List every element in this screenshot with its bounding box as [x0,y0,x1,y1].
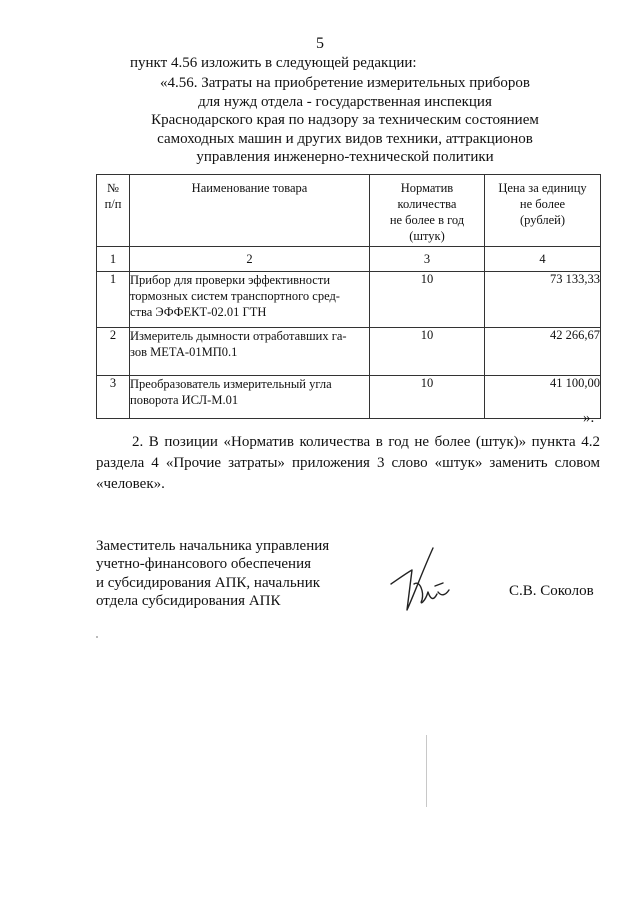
row-index: 1 [97,272,130,328]
column-number: 2 [130,247,370,272]
row-index: 2 [97,328,130,376]
row-price: 73 133,33 [485,272,601,328]
row-quantity: 10 [370,272,485,328]
heading-line: самоходных машин и других видов техники, аттракционов [157,130,533,147]
column-number: 1 [97,247,130,272]
signer-title [96,537,329,611]
header-unit-price: Цена за единицу не более (рублей) [485,175,601,247]
section-heading [150,74,540,167]
row-price: 42 266,67 [485,328,601,376]
row-quantity: 10 [370,328,485,376]
heading-line: Краснодарского края по надзору за техническим состоянием [151,112,539,129]
closing-quote: ». [583,410,595,426]
heading-line: для нужд отдела - государственная инспекция [198,93,492,110]
table-row [97,328,601,376]
header-quantity-norm: Норматив количества не более в год (штук) [370,175,485,247]
signer-name: С.В. Соколов [509,583,594,599]
handwritten-signature [385,540,455,620]
signer-title-line: и субсидирования АПК, начальник [96,574,321,591]
row-index: 3 [97,376,130,419]
page-number: 5 [316,35,324,52]
column-number: 3 [370,247,485,272]
signer-title-line: отдела субсидирования АПК [96,593,281,610]
intro-line: пункт 4.56 изложить в следующей редакции: [130,55,417,71]
scan-artifact-dot [96,636,98,638]
heading-line: управления инженерно-технической политики [196,149,494,166]
row-quantity: 10 [370,376,485,419]
row-product-name: Преобразователь измерительный угла поворота ИСЛ-М.01 [130,376,370,419]
column-number: 4 [485,247,601,272]
column-number-row [97,247,601,272]
header-index: № п/п [97,175,130,247]
equipment-table [96,174,601,419]
heading-line: «4.56. Затраты на приобретение измерительных приборов [160,75,530,91]
table-header-row [97,175,601,247]
scan-artifact-line [426,735,427,807]
signer-title-line: учетно-финансового обеспечения [96,556,311,573]
paragraph-2: 2. В позиции «Норматив количества в год не более (штук)» пункта 4.2 раздела 4 «Прочие затраты» приложения 3 слово «штук» заменить словом «человек». [96,434,600,492]
row-product-name: Прибор для проверки эффективности тормозных систем транспортного сред- ства ЭФФЕКТ-02.01 ГТН [130,272,370,328]
table-row [97,376,601,419]
header-product-name: Наименование товара [130,175,370,247]
table-row [97,272,601,328]
row-product-name: Измеритель дымности отработавших га- зов МЕТА-01МП0.1 [130,328,370,376]
row-price: 41 100,00 [485,376,601,419]
signer-title-line: Заместитель начальника управления [96,538,330,554]
